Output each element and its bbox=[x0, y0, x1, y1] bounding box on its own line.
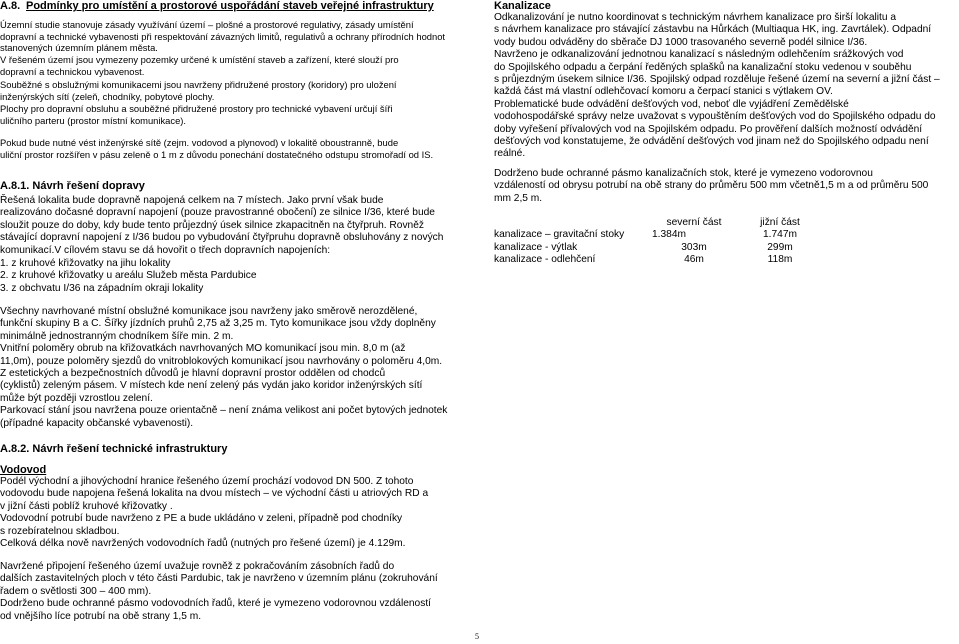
technical-heading-title: Návrh řešení technické infrastruktury bbox=[32, 443, 228, 455]
transport-paragraph: Řešená lokalita bude dopravně napojená celkem na 7 místech. Jako první však bude realizováno dočasné dopravní napojení (pouze pravostranné obočení) ze silnice I/36, které bude sloužit pouze do doby, kdy bude tento průjezdný úsek silnice zkapacitněn na čtyřpruh. Rovněž stávající dopravní napojení z I/36 budou po vybudování čtyřpruhu dopravně obsluhovány z nových komunikací.V cílovém stavu se dá hovořit o třech dopravních napojeních: bbox=[0, 195, 444, 256]
table-row bbox=[494, 242, 820, 254]
intro-paragraph: Územní studie stanovuje zásady využívání území – plošné a prostorové regulativy, zásady umístění dopravní a technické vybavenosti při respektování závazných limitů, regulativů a ochrany přírodních hodnot stanovených územním plánem města. bbox=[0, 19, 446, 53]
access-points-list: 1. z kruhové křižovatky na jihu lokality 2. z kruhové křižovatky u areálu Služeb města Pardubice 3. z obchvatu I/36 na západním okraji lokality bbox=[0, 258, 257, 294]
intro-paragraph: V řešeném území jsou vymezeny pozemky určené k umístění staveb a zařízení, které slouží pro dopravní a technickou vybavenost. bbox=[0, 54, 399, 77]
table-cell: 1.747m bbox=[763, 229, 797, 241]
table-row bbox=[494, 229, 820, 241]
table-cell: 118m bbox=[767, 254, 793, 266]
table-cell: kanalizace - výtlak bbox=[494, 241, 578, 253]
sewer-length-table bbox=[494, 217, 820, 267]
table-header-cell: jižní část bbox=[760, 217, 800, 228]
intro-paragraph: Plochy pro dopravní obsluhu a souběžné přidružené prostory pro technické vybavení určují šíři uličního parteru (prostor místní komunikace). bbox=[0, 103, 393, 126]
transport-heading-number: A.8.1. bbox=[0, 180, 30, 192]
table-cell: kanalizace – gravitační stoky bbox=[494, 229, 625, 241]
sewer-paragraph: Odkanalizování je nutno koordinovat s technickým návrhem kanalizace pro širší lokalitu a s návrhem kanalizace pro stávající zástavbu na Hůrkách (Multiaqua HK, ing. Zavrtálek). Odpadní vody budou odváděny do sběrače DJ 1000 trasovaného severně podél silnice I/36. Navrženo je odkanalizování jednotnou kanalizací s následným odlehčením srážkových vod do Spojilského odpadu a čerpání ředěných splašků na kanalizační stoku vedenou v souběhu s průjezdným úsekem silnice I/36. Spojilský odpad rozděluje řešené území na severní a jižní část – každá část má vlastní odlehčovací komoru a čerpací stanici s výtlakem OV. Problematické bude odvádění dešťových vod, neboť dle vyjádření Zemědělské vodohospodářské správy nelze uvažovat s vypouštěním dešťových vod do Spojilského odpadu do doby vyřešení přívalových vod na Spojilském odpadu. Po prověření dalších možností odvádění dešťových vod konstatujeme, že odvádění dešťových vod jinam než do Spojilského odpadu není reálné. bbox=[494, 12, 940, 160]
section-title-text: Podmínky pro umístění a prostorové uspořádání staveb veřejné infrastruktury bbox=[26, 0, 434, 12]
technical-heading bbox=[0, 443, 227, 456]
technical-heading-number: A.8.2. bbox=[0, 443, 30, 455]
table-cell: 303m bbox=[681, 241, 707, 253]
table-header-cell: severní část bbox=[666, 217, 722, 228]
intro-paragraph: Souběžné s obslužnými komunikacemi jsou navrženy přidružené prostory (koridory) pro uložení inženýrských sítí (zeleň, chodníky, pobytové plochy. bbox=[0, 79, 397, 102]
table-cell: kanalizace - odlehčení bbox=[494, 254, 596, 266]
water-paragraph: Navržené připojení řešeného území uvažuje rovněž z pokračováním zásobních řadů do dalších zastavitelných ploch v této části Pardubic, tak je navrženo v územním plánu (zokruhování řadem o světlosti 300 – 400 mm). Dodrženo bude ochranné pásmo vodovodních řadů, které je vymezeno vodorovnou vzdáleností od vnějšího líce potrubí na obě strany 1,5 m. bbox=[0, 561, 438, 622]
table-row bbox=[494, 254, 820, 266]
page-number: 5 bbox=[475, 632, 479, 641]
transport-paragraph: Všechny navrhované místní obslužné komunikace jsou navrženy jako směrově nerozdělené, funkční skupiny B a C. Šířky jízdních pruhů 2,75 až 3,25 m. Tyto komunikace jsou vždy doplněny minimálně jednostranným chodníkem šíře min. 2 m. Vnitřní poloměry obrub na křižovatkách navrhovaných MO komunikací jsou min. 8,0 m (až 11,0m), pouze poloměry sjezdů do vnitroblokových komunikací jsou navrhovány o poloměru 4,0m. Z estetických a bezpečnostních důvodů je hlavní dopravní prostor oddělen od chodců (cyklistů) zeleným pásem. V místech kde není zelený pás vydán jako koridor inženýrských sítí může být později vzrostlou zelení. Parkovací stání jsou navržena pouze orientačně – není známa velikost ani počet bytových jednotek (případné kapacity občanské vybavenosti). bbox=[0, 306, 448, 429]
water-heading: Vodovod bbox=[0, 464, 47, 476]
sewer-paragraph: Dodrženo bude ochranné pásmo kanalizačních stok, které je vymezeno vodorovnou vzdáleností od obrysu potrubí na obě strany do průměru 500 mm včetně1,5 m a od průměru 500 mm 2,5 m. bbox=[494, 168, 929, 204]
section-title bbox=[0, 0, 434, 13]
water-paragraph: Podél východní a jihovýchodní hranice řešeného území prochází vodovod DN 500. Z tohoto vodovodu bude napojena řešená lokalita na dvou místech – ve východní části u atriových RD a v jižní části poblíž kruhové křižovatky . Vodovodní potrubí bude navrženo z PE a bude ukládáno v zeleni, případně pod chodníky s rozebíratelnou skladbou. Celková délka nově navržených vodovodních řadů (nutných pro řešené území) je 4.129m. bbox=[0, 476, 429, 550]
section-number: A.8. bbox=[0, 0, 21, 12]
table-cell: 46m bbox=[684, 254, 704, 266]
transport-heading-title: Návrh řešení dopravy bbox=[32, 180, 145, 192]
sewer-heading: Kanalizace bbox=[494, 0, 551, 12]
table-cell: 299m bbox=[767, 241, 793, 253]
table-cell: 1.384m bbox=[652, 229, 686, 241]
table-header-cell bbox=[494, 217, 648, 229]
transport-heading bbox=[0, 180, 145, 193]
table-header-row bbox=[494, 217, 820, 229]
intro-paragraph: Pokud bude nutné vést inženýrské sítě (zejm. vodovod a plynovod) v lokalitě oboustranně, bude uliční prostor rozšířen v pásu zeleně o 1 m z důvodu ponechání dostatečného odstupu stromořadí od IS. bbox=[0, 137, 434, 160]
